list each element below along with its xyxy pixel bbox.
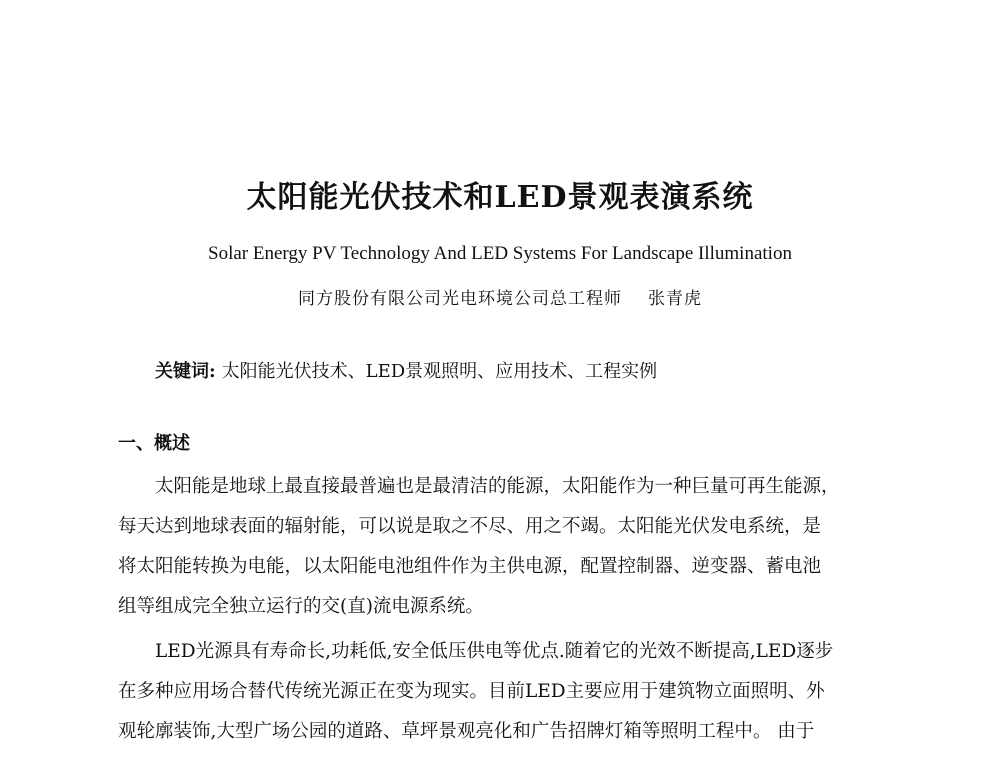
paragraph-1 (118, 467, 893, 627)
author-name: 张青虎 (648, 289, 702, 309)
paragraph-line: 太阳能是地球上最直接最普遍也是最清洁的能源，太阳能作为一种巨量可再生能源， (155, 476, 840, 497)
paragraph-line: 组等组成完全独立运行的交(直)流电源系统。 (118, 596, 484, 617)
paragraph-line: 在多种应用场合替代传统光源正在变为现实。目前LED主要应用于建筑物立面照明、外 (118, 681, 825, 702)
paragraph-line: 观轮廓装饰,大型广场公园的道路、草坪景观亮化和广告招牌灯箱等照明工程中。 由于 (118, 721, 815, 742)
paragraph-line: 将太阳能转换为电能，以太阳能电池组件作为主供电源，配置控制器、逆变器、蓄电池 (118, 556, 822, 577)
keywords-text: 太阳能光伏技术、LED景观照明、应用技术、工程实例 (221, 361, 658, 382)
paper-title: 太阳能光伏技术和LED景观表演系统 (246, 180, 754, 215)
keywords (155, 357, 657, 383)
english-subtitle: Solar Energy PV Technology And LED Systems For Landscape Illumination (208, 243, 792, 264)
paragraph-line: LED光源具有寿命长,功耗低,安全低压供电等优点.随着它的光效不断提高,LED逐步 (155, 641, 834, 662)
paragraph-2 (118, 632, 893, 752)
section-heading: 一、概述 (118, 433, 190, 454)
author-affiliation: 同方股份有限公司光电环境公司总工程师 (298, 289, 622, 309)
keywords-label: 关键词: (155, 361, 216, 382)
author-line (0, 284, 1000, 309)
paragraph-line: 每天达到地球表面的辐射能，可以说是取之不尽、用之不竭。太阳能光伏发电系统，是 (118, 516, 822, 537)
